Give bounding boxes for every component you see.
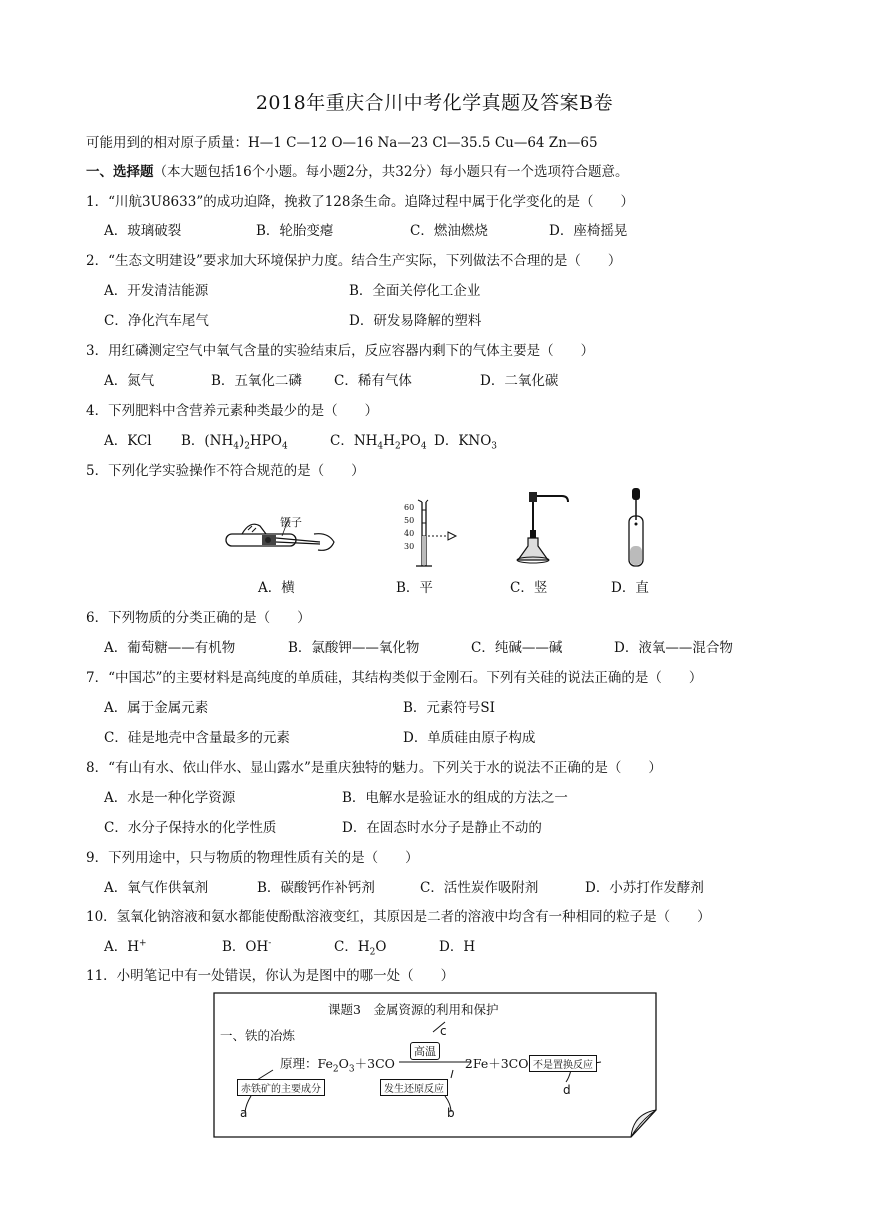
q2-option-b[interactable]: B．全面关停化工企业 (349, 283, 481, 299)
q1-option-c[interactable]: C．燃油燃烧 (410, 223, 488, 239)
note-title: 课题3 金属资源的利用和保护 (328, 1002, 499, 1017)
q9-option-c[interactable]: C．活性炭作吸附剂 (420, 880, 539, 896)
scale-40: 40 (404, 529, 415, 538)
q9-option-d[interactable]: D．小苏打作发酵剂 (585, 880, 704, 896)
q11-stem: 11．小明笔记中有一处错误，你认为是图中的哪一处（ ） (86, 968, 455, 984)
condition-tag: 高温 (410, 1042, 440, 1060)
q2-option-d[interactable]: D．研发易降解的塑料 (349, 313, 482, 329)
q1-option-a[interactable]: A．玻璃破裂 (104, 223, 182, 239)
q6-stem: 6．下列物质的分类正确的是（ ） (86, 610, 311, 626)
tweezers-label: 镊子 (280, 516, 302, 529)
q9-stem: 9．下列用途中，只与物质的物理性质有关的是（ ） (86, 850, 419, 866)
q8-option-b[interactable]: B．电解水是验证水的组成的方法之一 (342, 790, 568, 806)
q4-option-b[interactable]: B．$(NH_4)_2HPO_4$ (181, 433, 288, 452)
q5-option-b[interactable]: B．平 (396, 580, 433, 596)
note-heading: 一、铁的冶炼 (220, 1028, 296, 1043)
q3-stem: 3．用红磷测定空气中氧气含量的实验结束后，反应容器内剩下的气体主要是（ ） (86, 343, 595, 359)
q10-option-b[interactable]: B．OH- (222, 938, 272, 955)
atomic-mass-line: 可能用到的相对原子质量：H—1 C—12 O—16 Na—23 Cl—35.5 Cu—64 Zn—65 (86, 135, 598, 151)
q7-stem: 7．“中国芯”的主要材料是高纯度的单质硅，其结构类似于金刚石。下列有关硅的说法正确的是（ ） (86, 670, 703, 686)
q9-option-a[interactable]: A．氧气作供氧剂 (104, 880, 209, 896)
tag-b: 发生还原反应 (380, 1079, 448, 1096)
q1-option-b[interactable]: B．轮胎变瘪 (256, 223, 334, 239)
q7-option-b[interactable]: B．元素符号SI (403, 700, 496, 716)
tag-d: 不是置换反应 (529, 1055, 597, 1072)
q2-option-c[interactable]: C．净化汽车尾气 (104, 313, 209, 329)
q9-option-b[interactable]: B．碳酸钙作补钙剂 (257, 880, 375, 896)
scale-60: 60 (404, 503, 415, 512)
q8-option-a[interactable]: A．水是一种化学资源 (104, 790, 236, 806)
q2-option-a[interactable]: A．开发清洁能源 (104, 283, 209, 299)
reaction-equation: 原理：$Fe_2O_3+3CO$ 2Fe＋3CO (280, 1056, 529, 1075)
q4-stem: 4．下列肥料中含营养元素种类最少的是（ ） (86, 403, 379, 419)
q4-option-d[interactable]: D．$KNO_3$ (434, 433, 498, 452)
marker-d: d (563, 1083, 571, 1097)
q1-stem: 1．“川航3U8633”的成功迫降，挽救了128条生命。追降过程中属于化学变化的是（ ） (86, 194, 634, 210)
q4-option-c[interactable]: C．$NH_4H_2PO_4$ (330, 433, 427, 452)
q5-stem: 5．下列化学实验操作不符合规范的是（ ） (86, 463, 365, 479)
q3-option-d[interactable]: D．二氧化碳 (480, 373, 559, 389)
q2-stem: 2．“生态文明建设”要求加大环境保护力度。结合生产实际，下列做法不合理的是（ ） (86, 253, 622, 269)
section-heading: 一、选择题 (86, 164, 154, 180)
marker-c: c (440, 1024, 447, 1038)
q5-option-c[interactable]: C．竖 (510, 580, 548, 596)
q10-option-d[interactable]: D．H (439, 939, 476, 955)
q10-option-c[interactable]: C．$H_2O$ (334, 939, 387, 958)
marker-b: b (447, 1106, 455, 1120)
tag-a: 赤铁矿的主要成分 (237, 1079, 325, 1096)
q3-option-a[interactable]: A．氮气 (104, 373, 155, 389)
q8-stem: 8．“有山有水、依山伴水、显山露水”是重庆独特的魅力。下列关于水的说法不正确的是（ ） (86, 760, 662, 776)
q6-option-d[interactable]: D．液氧——混合物 (614, 640, 733, 656)
q3-option-b[interactable]: B．五氧化二磷 (211, 373, 302, 389)
scale-50: 50 (404, 516, 415, 525)
q7-option-d[interactable]: D．单质硅由原子构成 (403, 730, 536, 746)
section-desc: （本大题包括16个小题。每小题2分，共32分）每小题只有一个选项符合题意。 (153, 164, 629, 180)
q5-option-d[interactable]: D．直 (611, 580, 649, 596)
section-header (86, 160, 628, 180)
dropper-test-tube-figure (617, 486, 657, 570)
q10-stem: 10．氢氧化钠溶液和氨水都能使酚酞溶液变红，其原因是二者的溶液中均含有一种相同的粒子是（ ） (86, 909, 711, 925)
q6-option-a[interactable]: A．葡萄糖——有机物 (104, 640, 236, 656)
q7-option-a[interactable]: A．属于金属元素 (104, 700, 209, 716)
q5-option-a[interactable]: A．横 (258, 580, 295, 596)
q8-option-c[interactable]: C．水分子保持水的化学性质 (104, 820, 277, 836)
scale-30: 30 (404, 542, 415, 551)
q8-option-d[interactable]: D．在固态时水分子是静止不动的 (342, 820, 542, 836)
q10-option-a[interactable]: A．H+ (104, 938, 147, 955)
marker-a: a (240, 1106, 248, 1120)
dropper-flask-figure (512, 488, 582, 570)
q3-option-c[interactable]: C．稀有气体 (334, 373, 412, 389)
q6-option-b[interactable]: B．氯酸钾——氧化物 (288, 640, 420, 656)
q4-option-a[interactable]: A．KCl (104, 433, 152, 449)
q7-option-c[interactable]: C．硅是地壳中含量最多的元素 (104, 730, 290, 746)
page-title: 2018年重庆合川中考化学真题及答案B卷 (255, 92, 614, 114)
q6-option-c[interactable]: C．纯碱——碱 (471, 640, 563, 656)
q1-option-d[interactable]: D．座椅摇晃 (549, 223, 628, 239)
